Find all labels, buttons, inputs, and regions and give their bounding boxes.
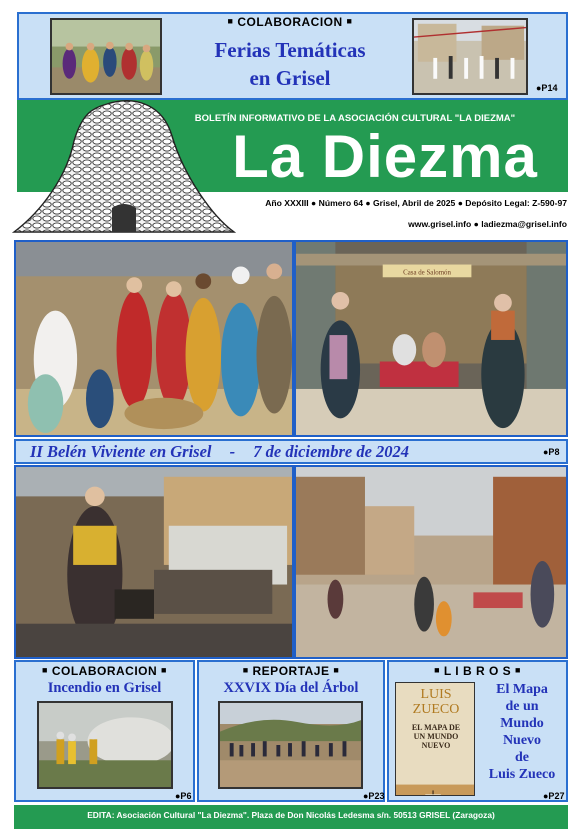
belen-caption-sep: - xyxy=(229,442,236,461)
libros-title-line: Luis Zueco xyxy=(488,767,556,782)
incendio-title[interactable]: Incendio en Grisel xyxy=(47,680,162,696)
libros-title-line: El Mapa xyxy=(496,682,548,697)
contact-info[interactable]: www.grisel.info ● ladiezma@grisel.info xyxy=(408,219,567,229)
stone-hut-logo xyxy=(12,96,237,238)
belen-caption[interactable] xyxy=(30,442,530,462)
feria-photo-left xyxy=(50,18,162,95)
herrero-photo xyxy=(14,465,294,659)
incendio-photo xyxy=(37,701,173,789)
incendio-section-label: ■ COLABORACION ■ xyxy=(42,664,167,678)
plaza-photo xyxy=(294,465,568,659)
footer-text: EDITA: Asociación Cultural "La Diezma". Plaza de Don Nicolás Ledesma s/n. 50513 GRISEL (Zaragoza) xyxy=(87,810,495,820)
incendio-page-ref: ●P6 xyxy=(175,791,192,801)
top-feature-title-line2: en Grisel xyxy=(249,66,331,90)
libros-section-label: ■ L I B R O S ■ xyxy=(434,664,521,678)
belen-caption-date: 7 de diciembre de 2024 xyxy=(253,442,410,461)
arbol-page-ref: ●P23 xyxy=(363,791,385,801)
arbol-title[interactable]: XXVIX Día del Árbol xyxy=(223,680,359,696)
libros-title-line: de xyxy=(515,750,529,765)
book-title-1: EL MAPA DE xyxy=(411,723,461,732)
belen-caption-title: II Belén Viviente en Grisel xyxy=(30,442,212,461)
masthead-subtitle: BOLETÍN INFORMATIVO DE LA ASOCIACIÓN CULTURAL "LA DIEZMA" xyxy=(194,113,516,124)
feria-photo-right xyxy=(412,18,528,95)
libros-title-line: Nuevo xyxy=(502,733,542,748)
book-title-2: UN MUNDO xyxy=(413,732,459,741)
arbol-section-label: ■ REPORTAJE ■ xyxy=(242,664,340,678)
book-cover xyxy=(395,682,475,796)
book-title-3: NUEVO xyxy=(421,741,451,750)
top-page-ref: ●P14 xyxy=(536,83,558,93)
top-feature-title[interactable] xyxy=(170,36,410,92)
ship-illustration xyxy=(396,751,474,796)
reyes-magos-photo xyxy=(14,240,294,437)
libros-title-line: de un xyxy=(505,699,539,714)
belen-page-ref: ●P8 xyxy=(543,447,560,457)
libros-title[interactable] xyxy=(476,681,568,783)
top-section-label: ■ COLABORACION ■ xyxy=(227,15,353,29)
top-feature-title-line1: Ferias Temáticas xyxy=(214,38,366,62)
issue-info: Año XXXIII ● Número 64 ● Grisel, Abril de 2025 ● Depósito Legal: Z-590-97 xyxy=(265,198,567,208)
book-author-2: ZUECO xyxy=(412,702,460,717)
masthead-title: La Diezma xyxy=(232,123,538,190)
libros-title-line: Mundo xyxy=(500,716,544,731)
stable-sign: Casa de Salomón xyxy=(403,269,451,277)
arbol-photo xyxy=(218,701,363,789)
pesebre-photo xyxy=(294,240,568,437)
libros-page-ref: ●P27 xyxy=(543,791,565,801)
book-author-1: LUIS xyxy=(420,687,452,702)
